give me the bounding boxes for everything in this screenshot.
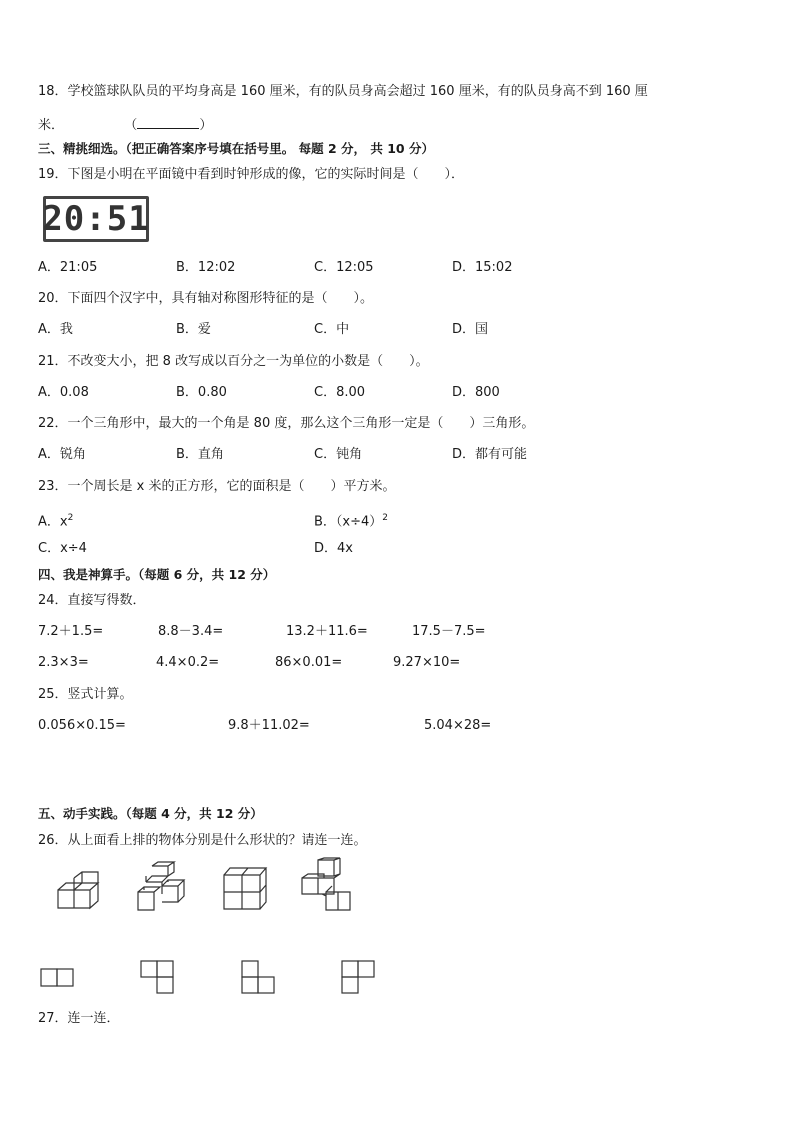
- q24-expr-4: 17.5－7.5=: [412, 624, 486, 639]
- q23-option-b[interactable]: [314, 509, 388, 531]
- q21-option-a[interactable]: A．0.08: [38, 385, 89, 400]
- q24-expr-8: 9.27×10=: [393, 655, 461, 670]
- q21-option-b[interactable]: B．0.80: [176, 385, 227, 400]
- q24-text: 24．直接写得数．: [38, 593, 146, 608]
- q23-option-a-exponent: 2: [67, 513, 74, 523]
- q24-expr-5: 2.3×3=: [38, 655, 89, 670]
- q18-paren-open: （: [124, 118, 138, 133]
- q20-option-a[interactable]: A．我: [38, 322, 73, 337]
- q24-expr-6: 4.4×0.2=: [156, 655, 220, 670]
- section4-title: 四、我是神算手。（每题 6 分，共 12 分）: [38, 567, 276, 582]
- q23-option-c[interactable]: C．x÷4: [38, 541, 87, 556]
- q22-option-c[interactable]: C．钝角: [314, 447, 363, 462]
- cube-figure-3: [222, 865, 268, 911]
- q24-expr-1: 7.2＋1.5=: [38, 624, 104, 639]
- top-view-shape-1: [40, 968, 76, 988]
- q21-option-d[interactable]: D．800: [452, 385, 500, 400]
- q20-option-c[interactable]: C．中: [314, 322, 350, 337]
- cube-figure-2: [136, 862, 190, 912]
- q24-expr-2: 8.8－3.4=: [158, 624, 224, 639]
- top-view-shape-4: [341, 960, 377, 996]
- q20-option-b[interactable]: B．爱: [176, 322, 211, 337]
- q19-option-b[interactable]: B．12:02: [176, 260, 236, 275]
- top-view-shape-3: [241, 960, 277, 996]
- q24-expr-3: 13.2＋11.6=: [286, 624, 368, 639]
- top-view-shape-2: [140, 960, 176, 996]
- section5-title: 五、动手实践。（每题 4 分，共 12 分）: [38, 806, 263, 821]
- cube-figure-1: [56, 870, 106, 910]
- section3-title: 三、精挑细选。（把正确答案序号填在括号里。 每题 2 分， 共 10 分）: [38, 141, 434, 156]
- q27-text: 27．连一连．: [38, 1011, 120, 1026]
- q25-text: 25．竖式计算。: [38, 687, 133, 702]
- q22-option-b[interactable]: B．直角: [176, 447, 224, 462]
- q22-option-d[interactable]: D．都有可能: [452, 447, 528, 462]
- q18-line1: 18．学校篮球队队员的平均身高是 160 厘米，有的队员身高会超过 160 厘米，有的队员身高不到 160 厘: [38, 84, 648, 99]
- q23-option-a-label: A．x: [38, 514, 68, 530]
- q25-expr-3: 5.04×28=: [424, 718, 492, 733]
- q18-answer-blank[interactable]: [137, 115, 199, 129]
- q19-option-c[interactable]: C．12:05: [314, 260, 374, 275]
- q23-option-b-exponent: 2: [382, 513, 389, 523]
- q18-paren-close: ）: [199, 118, 213, 133]
- cube-figure-4: [300, 858, 354, 912]
- q21-text: 21．不改变大小，把 8 改写成以百分之一为单位的小数是（ ）。: [38, 354, 429, 369]
- q19-option-d[interactable]: D．15:02: [452, 260, 513, 275]
- q20-option-d[interactable]: D．国: [452, 322, 489, 337]
- q23-text: 23．一个周长是 x 米的正方形，它的面积是（ ）平方米。: [38, 479, 396, 494]
- q22-text: 22．一个三角形中，最大的一个角是 80 度，那么这个三角形一定是（ ）三角形。: [38, 416, 535, 431]
- q23-option-d[interactable]: D．4x: [314, 541, 353, 556]
- q25-expr-2: 9.8＋11.02=: [228, 718, 310, 733]
- q23-option-a[interactable]: [38, 509, 73, 531]
- q21-option-c[interactable]: C．8.00: [314, 385, 366, 400]
- q18-line2: [38, 115, 212, 135]
- q20-text: 20．下面四个汉字中，具有轴对称图形特征的是（ ）。: [38, 291, 374, 306]
- mirror-clock-digits: 20:51: [42, 199, 150, 239]
- q25-expr-1: 0.056×0.15=: [38, 718, 126, 733]
- q18-line2-text: 米．: [38, 118, 65, 133]
- q19-option-a[interactable]: A．21:05: [38, 260, 98, 275]
- q26-text: 26．从上面看上排的物体分别是什么形状的？请连一连。: [38, 833, 367, 848]
- q23-option-b-label: B．（x÷4）: [314, 514, 383, 530]
- q24-expr-7: 86×0.01=: [275, 655, 343, 670]
- q22-option-a[interactable]: A．锐角: [38, 447, 86, 462]
- mirror-clock-image: [43, 196, 149, 242]
- q19-text: 19．下图是小明在平面镜中看到时钟形成的像，它的实际时间是（ ）．: [38, 167, 465, 182]
